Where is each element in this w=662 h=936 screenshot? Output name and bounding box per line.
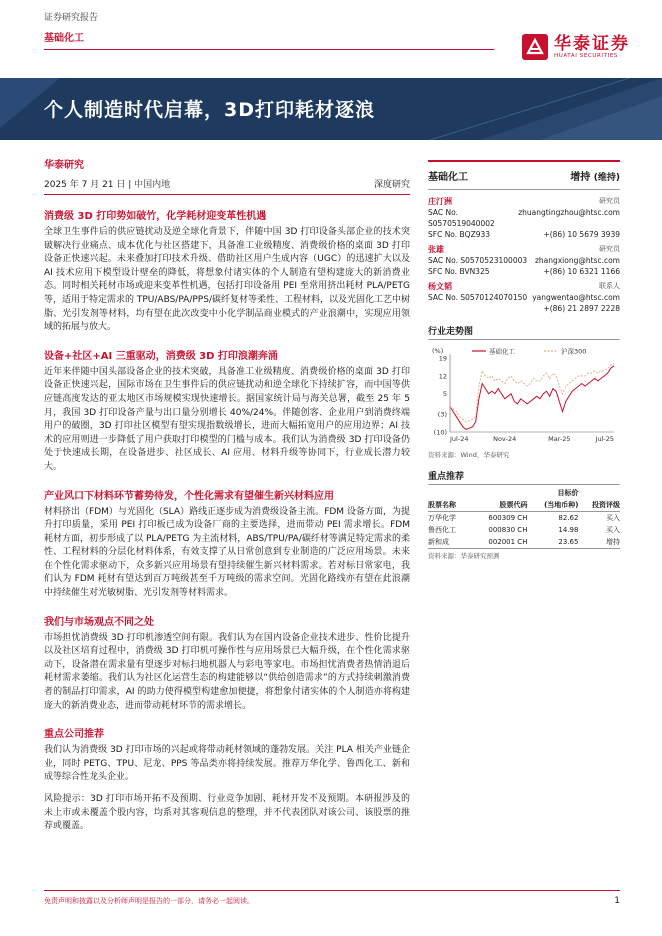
rating-bar [428,160,620,189]
y-tick-label: 12 [438,372,447,381]
report-meta: 2025 年 7 月 21 日 | 中国内地 深度研究 [44,177,410,195]
header-divider [44,49,494,50]
analyst-name: 杨文韬 [428,282,452,291]
stock-rating: 买入 [606,514,620,522]
analyst-role: 研究员 [599,245,620,253]
analyst-name: 庄汀洲 [428,197,452,206]
section-body: 近年来伴随中国头部设备企业的技术突破，具备准工业级精度、消费级价格的桌面 3D 打印设备正快速兴起，国际市场在卫生事件后的供应链扰动和逆全球化下持续扩容，而中国等供应链高度发达的亚太地区市场规模实现快速增长。据国家统计局与海关总署，截至 25 年 5 月，我国 3D 打印设备产量与出口量分别增长 40%/24%。伴随创客、企业用户到消费终端用户的破圈，3D 打印社区模型有望实现指数级增长，进而大幅拓宽用户的应用边界；AI 技术的应用则进一步降低了用户获取打印模型的门槛与成本。我们认为消费级 3D 打印设备仍处于快速成长期，在设备进步、社区成长、AI 应用、材料升级等协同下，行业成长潜力较大。 [44,366,410,472]
analyst-sfc: SFC No. BVN325 [428,267,490,276]
y-tick-label: (3) [437,410,447,419]
section-4 [44,613,410,714]
section-body: 市场担忧消费级 3D 打印机渗透空间有限。我们认为在国内设备企业技术进步、性价比提升以及社区培育过程中，消费级 3D 打印机可操作性与应用场景已大幅升级，在个性化需求驱动下，设备潜在需求量有望逐步对标扫地机器人与彩电等家电。市场担忧消费者热情消退后耗材需求萎缩。我们认为社区化运营生态的构建能够以“供给创造需求”的方式持续刺激消费者的制品打印需求，AI 的助力使得模型构建愈加便捷，将想象付诸实体的个人制造亦将构建庞大的新消费业态，进而带动耗材环节的需求增长。 [44,632,410,711]
analyst-email[interactable]: zhangxiong@htsc.com [534,256,620,265]
logo-mark-icon [522,34,548,60]
analyst-sfc: SFC No. BQZ933 [428,230,491,239]
report-date: 2025 年 7 月 21 日 [44,180,126,190]
y-tick-label: 19 [438,354,447,363]
analyst-sac: SAC No. S0570523100003 [428,256,528,265]
analyst-sac: SAC No. S0570124070150 [428,293,528,302]
rating-value: 增持 [570,172,591,183]
analyst-name: 张雄 [428,245,444,254]
table-row [428,536,620,549]
section-body: 全球卫生事件后的供应链扰动及逆全球化背景下，伴随中国 3D 打印设备头部企业的技术突破解决行业痛点、成本优化与社区搭建下，具备准工业级精度、消费级价格的桌面 3D 打印设备正快速兴起。未来叠加打印技术升级、借助社区用户生成内容（UGC）的迅速扩大以及 AI 技术应用下模型设计壁垒的降低，将想象付诸实体的个人制造有望构建庞大的新消费业态。同时相关耗材市场或迎来变革性机遇，包括打印设备用 PEI 至常用挤出耗材 PLA/PETG 等，适用于特定需求的 TPU/ABS/PA/PPS/碳纤复材等柔性、工程材料，以及光固化工艺中树脂、光引发剂等材料，均有望在此次改变中小化学制品商业模式的产业浪潮中，实现应用领域的拓展与放大。 [44,227,410,333]
report-kind: 深度研究 [373,180,410,190]
stock-code: 600309 CH [488,514,528,522]
stock-table [428,487,620,549]
sidebar [428,156,620,560]
page-footer [44,890,620,906]
analyst-role: 联系人 [599,282,620,290]
legend-label: 基础化工 [489,347,515,356]
stock-name: 万华化学 [428,514,456,522]
analyst-sac: SAC No. S0570519040002 [428,208,495,228]
stock-name: 鲁西化工 [428,526,456,534]
analyst-email[interactable]: yangwentao@htsc.com [532,293,620,302]
industry-trend-chart [428,344,620,448]
report-title: 个人制造时代启幕，3D打印耗材逐浪 [44,99,375,121]
trend-chart-svg [428,344,620,448]
stocks-section-title: 重点推荐 [428,469,620,485]
industry-label: 基础化工 [44,33,84,44]
main-content [44,156,410,834]
stock-rating: 买入 [606,526,620,534]
stock-code: 002001 CH [470,536,528,549]
risk-warning: 风险提示：3D 打印市场开拓不及预期、行业竞争加剧、耗材开发不及预期。本研报涉及的未上市或未覆盖个股内容，均系对其客观信息的整理，并不代表团队对该公司、该股票的推荐或覆盖。 [44,794,410,832]
x-tick-label: Nov-24 [493,435,517,443]
chart-section-title: 行业走势图 [428,324,620,340]
rating-industry: 基础化工 [428,172,468,183]
rating-note: (维持) [593,173,620,183]
page-number: 1 [614,896,620,906]
col-code: 股票代码 [470,499,528,512]
table-row [428,512,620,525]
analyst-phone: +(86) 21 2897 2228 [543,304,620,313]
col-rating: 投资评级 [578,499,620,512]
stock-target: 82.62 [558,514,579,522]
x-tick-label: Jul-24 [450,435,469,443]
analyst-card [428,196,620,240]
analyst-role: 研究员 [599,197,620,205]
section-title: 我们与市场观点不同之处 [44,616,154,628]
analyst-list [428,189,620,314]
section-title: 消费级 3D 打印势如破竹，化学耗材迎变革性机遇 [44,211,267,222]
col-currency: (当地币种) [527,499,578,512]
title-banner [0,78,662,140]
research-org: 华泰研究 [44,160,84,171]
section-3 [44,487,410,601]
logo-name-cn: 华泰证券 [554,34,630,54]
analyst-phone: +(86) 10 6321 1166 [543,267,620,276]
report-header [0,0,662,78]
logo-name-en: HUATAI SECURITIES [554,53,618,59]
table-row [428,524,620,536]
stock-rating: 增持 [578,536,620,549]
stock-name: 新和成 [428,536,470,549]
section-title: 产业风口下材料环节蓄势待发，个性化需求有望催生新兴材料应用 [44,490,334,502]
col-target-top: 目标价 [557,489,579,497]
section-1 [44,207,410,335]
section-body: 我们认为消费级 3D 打印市场的兴起或将带动耗材领域的蓬勃发展。关注 PLA 相关产业链企业，同时 PETG、TPU、尼龙、PPS 等品类亦将持续发展。推荐万华化学、鲁西化工、新和成等综合性龙头企业。 [44,745,410,783]
series-line-2 [450,363,614,422]
analyst-email[interactable]: zhuangtingzhou@htsc.com [518,208,620,217]
doc-type-label: 证券研究报告 [44,13,99,23]
section-2 [44,347,410,475]
section-title: 设备+社区+AI 三重驱动，消费级 3D 打印浪潮奔涌 [44,350,278,362]
analyst-card [428,244,620,277]
y-tick-label: (10) [433,428,447,437]
footer-disclaimer[interactable]: 免责声明和披露以及分析师声明是报告的一部分，请务必一起阅读。 [44,897,254,905]
series-line-1 [450,366,614,430]
stock-code: 000830 CH [488,526,528,534]
section-5 [44,725,410,785]
section-title: 重点公司推荐 [44,729,104,741]
x-tick-label: Mar-25 [548,435,571,443]
col-name: 股票名称 [428,499,470,512]
analyst-card [428,281,620,314]
company-logo [522,34,630,60]
report-region: 中国内地 [134,180,171,190]
legend-label: 沪深300 [561,347,587,356]
stocks-source: 资料来源：华泰研究预测 [428,552,500,560]
analyst-phone: +(86) 10 5679 3939 [543,230,620,239]
stock-target: 23.65 [527,536,578,549]
y-tick-label: 5 [442,390,447,399]
x-tick-label: Jul-25 [595,435,614,443]
chart-source: 资料来源：Wind，华泰研究 [428,451,510,459]
stock-target: 14.98 [558,526,579,534]
y-unit-label: (%) [432,347,444,355]
section-body: 材料挤出（FDM）与光固化（SLA）路线正逐步成为消费级设备主流。FDM 设备方面，为提升打印质量，采用 PEI 打印板已成为设备厂商的主要选择，进而带动 PEI 需求增长。FDM 耗材方面，初步形成了以 PLA/PETG 为主流材料，ABS/TPU/PA/碳纤材等满足特定需求的柔性、工程材料的分层化材料体系，有效支撑了从日常创意到专业制造的广泛应用场景。未来在个性化需求驱动下，众多新兴应用场景有望持续催生新兴材料需求。若对标日常家电，我们认为 FDM 耗材有望达到百万吨级甚至千万吨级的需求空间。光固化路线亦有望在此浪潮中持续催生对光敏树脂、光引发剂等材料需求。 [44,506,410,599]
